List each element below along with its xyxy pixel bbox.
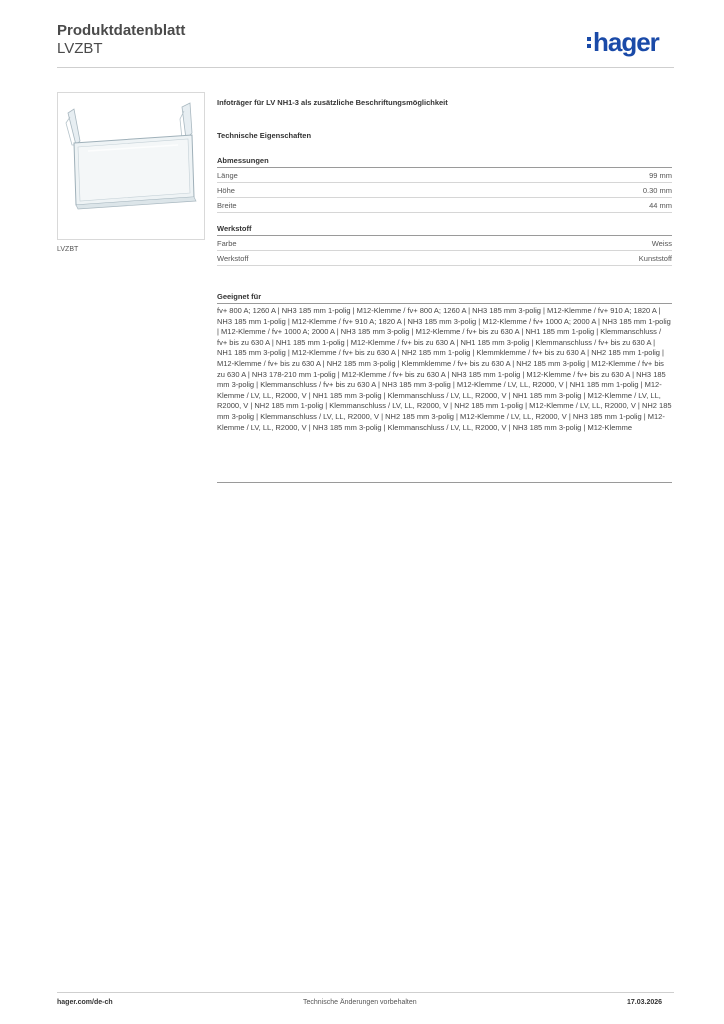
property-label: Länge: [217, 170, 238, 180]
logo-text: hager: [593, 26, 659, 57]
product-code: LVZBT: [57, 40, 103, 57]
property-row-length: [217, 168, 672, 183]
hager-logo[interactable]: [587, 28, 659, 56]
document-title: Produktdatenblatt: [57, 22, 186, 39]
property-value: 99 mm: [649, 170, 672, 180]
product-description: Infoträger für LV NH1-3 als zusätzliche Beschriftungsmöglichkeit: [217, 98, 448, 107]
property-value: Kunststoff: [638, 253, 672, 263]
property-row-height: [217, 183, 672, 198]
suited-for-divider: [217, 482, 672, 483]
product-description-block: [217, 98, 672, 107]
property-label: Breite: [217, 200, 237, 210]
header-divider: [57, 67, 674, 68]
logo-dots-icon: [587, 37, 591, 48]
suited-for-heading: Geeignet für: [217, 292, 672, 304]
footer-notice: Technische Änderungen vorbehalten: [303, 999, 417, 1006]
property-value: Weiss: [651, 238, 672, 248]
property-label: Werkstoff: [217, 253, 249, 263]
property-row-material: [217, 251, 672, 266]
footer-website-link[interactable]: hager.com/de-ch: [57, 999, 113, 1006]
info-carrier-illustration-icon: [58, 93, 204, 239]
material-heading: Werkstoff: [217, 224, 672, 236]
dimensions-heading: Abmessungen: [217, 156, 672, 168]
suited-for-text: fv+ 800 A; 1260 A | NH3 185 mm 1-polig | M12-Klemme / fv+ 800 A; 1260 A | NH3 185 mm 3-polig | M12-Klemme / fv+ 910 A; 1820 A | NH3 185 mm 1-polig | M12-Klemme / fv+ 910 A; 1820 A | NH3 185 mm 3-polig | M12-Klemme / fv+ 1000 A; 2000 A | NH3 185 mm 1-polig | M12-Klemme / fv+ 1000 A; 2000 A | NH3 185 mm 3-polig | M12-Klemme / fv+ bis zu 630 A | NH1 185 mm 1-polig | Klemmanschluss / fv+ bis zu 630 A | NH1 185 mm 1-polig | M12-Klemme / fv+ bis zu 630 A | NH1 185 mm 3-polig | Klemmanschluss / fv+ bis zu 630 A | NH1 185 mm 3-polig | M12-Klemme / fv+ bis zu 630 A | NH2 185 mm 1-polig | Klemmklemme / fv+ bis zu 630 A | NH2 185 mm 1-polig | M12-Klemme / fv+ bis zu 630 A | NH2 185 mm 3-polig | Klemmklemme / fv+ bis zu 630 A | NH2 185 mm 3-polig | M12-Klemme / fv+ bis zu 630 A | NH3 178-210 mm 1-polig | M12-Klemme / fv+ bis zu 630 A | NH3 185 mm 1-polig | M12-Klemme / fv+ bis zu 630 A | NH3 185 mm 3-polig | Klemmanschluss / fv+ bis zu 630 A | NH3 185 mm 3-polig | M12-Klemme / LV, LL, R2000, V | NH1 185 mm 1-polig | M12-Klemme / LV, LL, R2000, V | NH1 185 mm 3-polig | Klemmanschluss / LV, LL, R2000, V | NH1 185 mm 3-polig | M12-Klemme / LV, LL, R2000, V | NH2 185 mm 1-polig | Klemmanschluss / LV, LL, R2000, V | NH2 185 mm 1-polig | M12-Klemme / LV, LL, R2000, V | NH2 185 mm 3-polig | Klemmanschluss / LV, LL, R2000, V | NH2 185 mm 3-polig | M12-Klemme / LV, LL, R2000, V | NH3 185 mm 1-polig | M12-Klemme / LV, LL, R2000, V | NH3 185 mm 3-polig | Klemmanschluss / LV, LL, R2000, V | NH3 185 mm 3-polig | M12-Klemme: [217, 306, 672, 432]
property-row-width: [217, 198, 672, 213]
footer-date: 17.03.2026: [627, 999, 663, 1006]
image-caption: LVZBT: [57, 246, 79, 253]
property-label: Höhe: [217, 185, 235, 195]
property-value: 0.30 mm: [642, 185, 672, 195]
property-label: Farbe: [217, 238, 237, 248]
product-image: [57, 92, 205, 240]
footer-divider: [57, 992, 674, 993]
technical-properties-heading: Technische Eigenschaften: [217, 131, 312, 140]
property-row-color: [217, 236, 672, 251]
property-value: 44 mm: [649, 200, 672, 210]
